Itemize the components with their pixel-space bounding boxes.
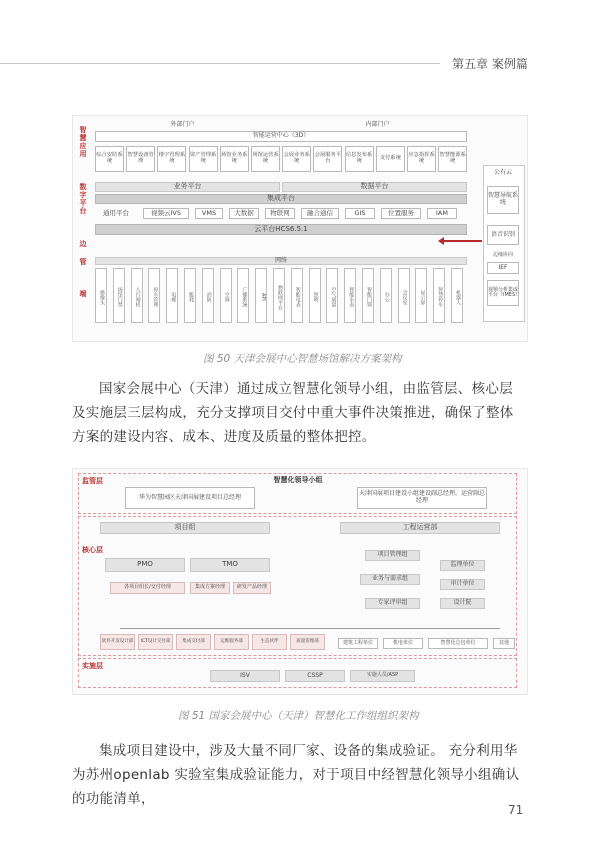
common-item: 视频云IVS (143, 208, 189, 219)
external-portal: 外部门户 (170, 120, 195, 128)
common-item: 物联网 (265, 208, 295, 219)
left-lead: 华为智慧园区天津国展建设项目总经理 (125, 487, 255, 509)
tmo-sub: 集成方案经理 (190, 582, 230, 594)
end-item: 电梯 (166, 268, 178, 323)
end-item: 智能门锁 (362, 268, 374, 323)
end-item: 显示屏 (415, 268, 427, 323)
side-label-edge: 边 (79, 240, 87, 248)
impl-cssp: CSSP (285, 670, 345, 682)
core-bottom-right-item: 智慧化总包单位 (428, 638, 488, 649)
internal-portal: 内部门户 (365, 120, 390, 128)
app-item: 应急指挥系统 (407, 146, 436, 172)
app-item: 支付系统 (376, 146, 405, 172)
network-bar: 网络 (95, 257, 467, 265)
common-item: VMS (195, 208, 223, 219)
core-bottom-left-item: 质量管理部 (290, 634, 325, 650)
right-item-1: 业务与需求组 (360, 574, 420, 585)
app-item: 会展服务平台 (313, 146, 342, 172)
end-item: 智能电表 (291, 268, 303, 323)
end-item: 办公 (380, 268, 392, 323)
core-bottom-right-item: 建筑工程单位 (338, 638, 378, 649)
core-connector (120, 628, 500, 629)
end-item: 能耗 (184, 268, 196, 323)
end-item: 消防 (202, 268, 214, 323)
end-item: 停车管理 (148, 268, 160, 323)
edge-service-ief: IEF (487, 262, 519, 274)
impl-isv: ISV (210, 670, 280, 682)
core-bottom-left-item: 生态伙伴 (252, 634, 287, 650)
common-item: 位置服务 (381, 208, 421, 219)
end-item: 智慧停车 (433, 268, 445, 323)
right-item-0: 项目管理组 (365, 550, 420, 561)
integration-platform: 集成平台 (95, 194, 467, 204)
biz-platform: 业务平台 (95, 182, 280, 192)
common-item: 通用平台 (103, 208, 129, 217)
common-item: 融合通信 (301, 208, 339, 219)
edge-arrow-head (438, 237, 444, 245)
tmo-box: TMO (190, 558, 270, 572)
app-item: 综合安防系统 (95, 146, 124, 172)
side-label-pipe: 管 (79, 258, 87, 266)
right-item-2: 专家评审组 (365, 598, 420, 609)
core-bottom-left-item: 集成交付部 (176, 634, 211, 650)
leader-group: 智慧化领导小组 (273, 475, 323, 484)
end-item: 智能水表 (344, 268, 356, 323)
page-number: 71 (508, 803, 524, 817)
edge-service-imes: 视频分析集成平台（IMES） (487, 280, 519, 306)
cloud-platform: 云平台HCS6.5.1 (95, 224, 467, 235)
right-unit-0: 监理单位 (440, 560, 485, 571)
app-item: 会展业务系统 (282, 146, 311, 172)
public-cloud-title: 公有云 (485, 168, 521, 178)
ops-dept: 工程运营部 (340, 522, 500, 534)
edge-arrow (442, 240, 482, 242)
layer-supervise: 监管层 (82, 477, 103, 485)
layer-core: 核心层 (82, 546, 103, 554)
common-item: GIS (345, 208, 375, 219)
side-label-end: 端 (79, 290, 87, 298)
header-rule (0, 63, 440, 64)
right-unit-1: 审计单位 (440, 579, 485, 590)
app-item: 智慧设备管理 (126, 146, 155, 172)
edge-collab-label: 边缘协同 (485, 252, 521, 260)
paragraph-1: 国家会展中心（天津）通过成立智慧化领导小组，由监管层、核心层及实施层三层构成，充分支撑项目交付中重大事件决策推进，确保了整体方案的建设内容、成本、进度及质量的整体把控。 (72, 381, 514, 445)
app-item: 楼宇管理系统 (157, 146, 186, 172)
core-bottom-left-item: 软件开发设计部 (100, 634, 135, 650)
app-item: 信息发布系统 (345, 146, 374, 172)
end-item: 空气质量 (326, 268, 338, 323)
cloud-service-voice: 语音识别 (487, 225, 519, 245)
end-item: 照明 (309, 268, 321, 323)
end-item: 物联网平台 (273, 268, 285, 323)
app-item: 智慧能源系统 (438, 146, 467, 172)
pmo-box: PMO (105, 558, 185, 572)
common-item: IAM (427, 208, 457, 219)
end-item: 机器人 (451, 268, 463, 323)
end-item: 空调 (220, 268, 232, 323)
right-unit-2: 设计院 (440, 598, 485, 609)
ops-center: 智能运营中心（3D） (95, 131, 467, 142)
end-item: API (255, 268, 267, 323)
core-bottom-left-item: 运维服务部 (214, 634, 249, 650)
project-group: 项目组 (100, 522, 270, 534)
cloud-service-nav: 智慧导航系统 (487, 186, 519, 214)
impl-asp: 实施人员/ASP (350, 670, 415, 682)
side-label-app: 智慧应用 (79, 126, 87, 159)
data-platform: 数据平台 (282, 182, 467, 192)
end-item: 人行闸机 (131, 268, 143, 323)
core-bottom-left-item: ICT设计交付部 (138, 634, 173, 650)
tmo-sub-2: 研发产品经理 (233, 582, 271, 594)
core-bottom-right-item: 其他 (493, 638, 515, 649)
chapter-title: 第五章 案例篇 (452, 57, 528, 71)
end-item: 广播系统 (237, 268, 249, 323)
paragraph-2: 集成项目建设中，涉及大量不同厂家、设备的集成验证。 充分利用华为苏州openlab 实验室集成验证能力，对于项目中经智慧化领导小组确认的功能清单， (72, 743, 520, 807)
pmo-sub: 各项目组长/交付经理 (110, 582, 185, 594)
app-item: 场馆业务系统 (220, 146, 249, 172)
app-item: 场馆运营系统 (251, 146, 280, 172)
figure-50-caption: 图 50 天津会展中心智慧场馆解决方案架构 (203, 353, 402, 365)
right-lead: 天津国展项目建设小组建设副总经理，运营副总经理 (357, 487, 487, 509)
layer-impl: 实施层 (82, 662, 103, 670)
common-item: 大数据 (229, 208, 259, 219)
end-item: 会议室 (398, 268, 410, 323)
end-item: 摄像头 (95, 268, 107, 323)
end-item: 场馆门禁 (113, 268, 125, 323)
app-item: 资产管理系统 (189, 146, 218, 172)
figure-51-caption: 图 51 国家会展中心（天津）智慧化工作组组织架构 (178, 710, 419, 722)
side-label-data: 数字平台 (79, 183, 87, 216)
core-bottom-right-item: 机电单位 (383, 638, 423, 649)
